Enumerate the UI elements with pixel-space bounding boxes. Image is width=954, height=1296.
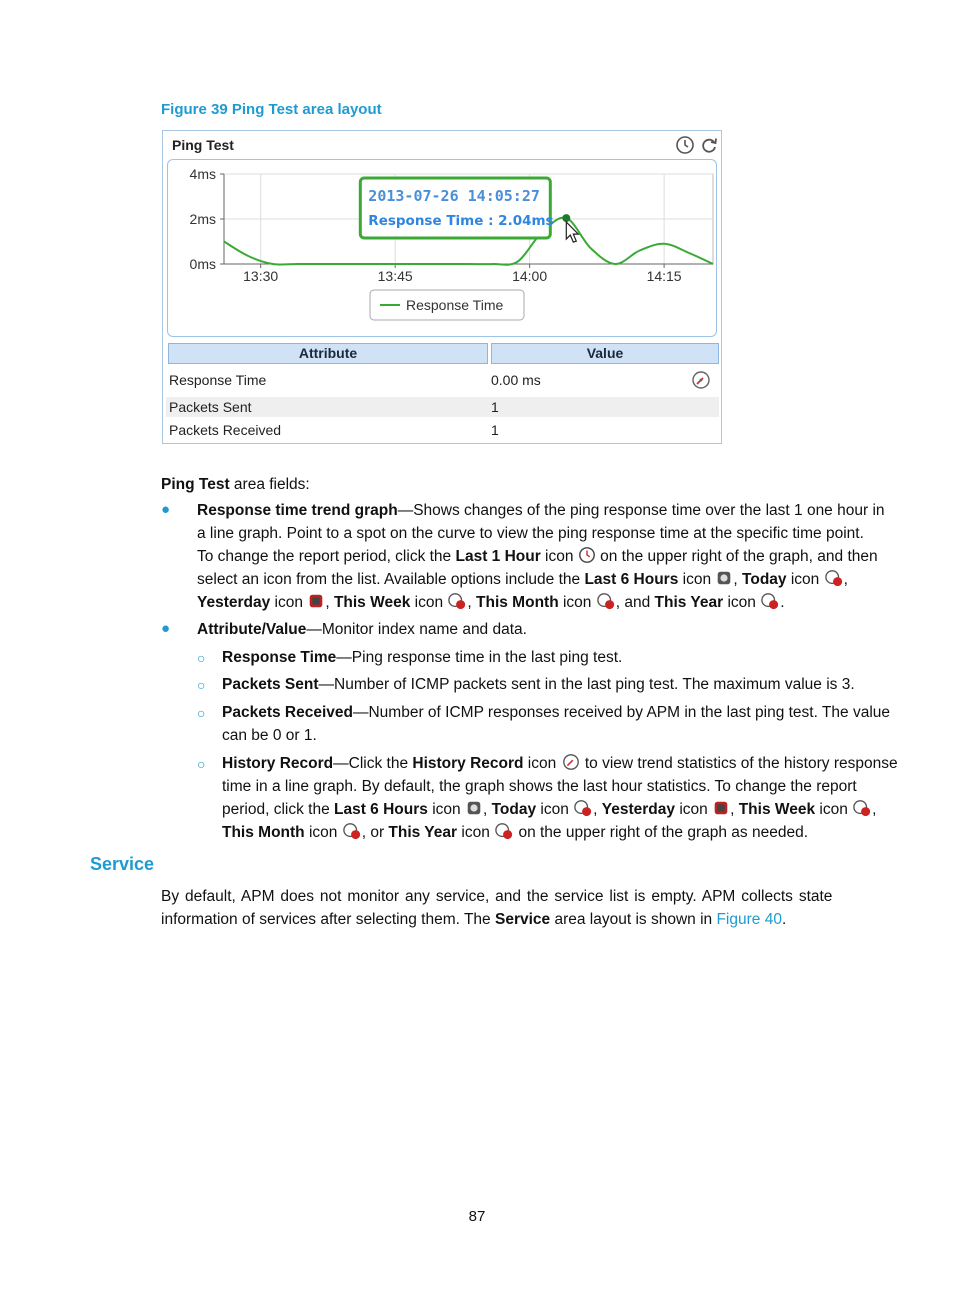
legend-label: Response Time (406, 297, 504, 313)
text: To change the report period, click the (197, 548, 456, 565)
widget-title: Ping Test (172, 137, 234, 153)
text: , or (361, 824, 389, 841)
bullet-attribute-value (197, 618, 527, 641)
bullet-response-graph (197, 499, 885, 614)
x-tick-label: 14:15 (646, 268, 682, 284)
term: Response time trend graph (197, 502, 398, 519)
term: Packets Received (222, 704, 353, 721)
today-icon (573, 799, 593, 817)
text: period, click the (222, 801, 334, 818)
text: . (780, 594, 785, 611)
this-week-icon (447, 592, 467, 610)
yesterday-icon (712, 799, 730, 817)
row-value: 0.00 ms (491, 372, 541, 388)
sub-bullet-packets-received (222, 701, 891, 747)
today-icon (824, 569, 844, 587)
page-number: 87 (468, 1208, 486, 1225)
term: This Week (333, 594, 411, 611)
history-record-icon (561, 753, 581, 771)
bullet-dot: ● (161, 501, 171, 518)
text: select an icon from the list. Available options include the (197, 571, 585, 588)
text-line (222, 752, 898, 775)
bullet-dot: ● (161, 620, 171, 637)
row-attribute: Packets Sent (169, 399, 252, 415)
section-heading: Service (90, 854, 155, 874)
text: , (730, 801, 739, 818)
text: icon (675, 801, 713, 818)
x-tick-label: 14:00 (512, 268, 548, 284)
history-clock-icon[interactable] (675, 135, 695, 155)
text: icon (723, 594, 761, 611)
history-record-icon[interactable] (691, 370, 711, 390)
term: Yesterday (197, 594, 271, 611)
chart-panel (167, 159, 717, 337)
x-tick-label: 13:30 (243, 268, 279, 284)
figure-40-link[interactable]: Figure 40 (716, 911, 782, 928)
text: to view trend statistics of the history response (580, 755, 898, 772)
text-line (197, 591, 867, 614)
text: —Ping response time in the last ping test. (336, 649, 623, 666)
sub-bullet-history-record (222, 752, 898, 844)
term: Today (742, 571, 787, 588)
text: . (781, 911, 787, 928)
text: on the upper right of the graph as needed. (514, 824, 808, 841)
text: , (733, 571, 743, 588)
text-line (161, 885, 863, 908)
mouse-cursor-icon (566, 222, 578, 242)
sub-bullet-marker: ○ (197, 705, 206, 721)
text: , (482, 801, 492, 818)
text: , and (615, 594, 655, 611)
text: icon (540, 548, 578, 565)
text: information of services after selecting them. The (161, 911, 495, 928)
term: This Year (388, 824, 458, 841)
text-line: can be 0 or 1. (222, 727, 317, 744)
sub-bullet-packets-sent (222, 673, 855, 696)
term: Packets Sent (222, 676, 319, 693)
figure-caption: Figure 39 Ping Test area layout (161, 101, 382, 118)
text: icon (304, 824, 342, 841)
table-row (166, 397, 719, 417)
this-week-icon (852, 799, 872, 817)
text: , (593, 801, 602, 818)
trend-chart[interactable] (168, 160, 716, 336)
term: This Month (222, 824, 305, 841)
intro-bold: Ping Test (161, 476, 230, 493)
tooltip-date: 2013-07-26 14:05:27 (368, 187, 540, 205)
text: icon (270, 594, 308, 611)
intro-line (161, 473, 310, 496)
refresh-icon[interactable] (699, 135, 719, 155)
text-line (161, 908, 863, 931)
term: Yesterday (601, 801, 676, 818)
text: icon (523, 755, 561, 772)
data-point (562, 214, 570, 222)
term: Response Time (222, 649, 337, 666)
sub-bullet-marker: ○ (197, 677, 206, 693)
term: Last 6 Hours (334, 801, 428, 818)
intro-text: area fields: (229, 476, 310, 493)
value-header: Value (491, 343, 719, 364)
this-month-icon (342, 822, 362, 840)
this-year-icon (494, 822, 514, 840)
text: —Number of ICMP packets sent in the last ping test. The maximum value is 3. (318, 676, 855, 693)
text: icon (427, 801, 465, 818)
last-6-hours-icon (715, 569, 733, 587)
text: icon (786, 571, 824, 588)
text: icon (457, 824, 495, 841)
tooltip-value: Response Time : 2.04ms (368, 213, 554, 229)
term: Last 6 Hours (584, 571, 679, 588)
text: , (872, 801, 877, 818)
text: —Shows changes of the ping response time over the last 1 one hour in (397, 502, 885, 519)
y-tick-label: 0ms (189, 256, 216, 272)
text: , (467, 594, 477, 611)
term: This Month (476, 594, 559, 611)
yesterday-icon (307, 592, 325, 610)
row-attribute: Response Time (169, 372, 267, 388)
term: History Record (412, 755, 524, 772)
term: History Record (222, 755, 334, 772)
y-tick-label: 4ms (189, 166, 216, 182)
sub-bullet-marker: ○ (197, 756, 206, 772)
x-tick-label: 13:45 (377, 268, 413, 284)
this-year-icon (760, 592, 780, 610)
row-value: 1 (491, 399, 499, 415)
sub-bullet-response-time (222, 646, 622, 669)
last-1-hour-icon (578, 546, 596, 564)
text-line (197, 545, 878, 568)
text: icon (815, 801, 853, 818)
text: , (325, 594, 334, 611)
service-paragraph (161, 885, 863, 931)
term: Attribute/Value (197, 621, 307, 638)
text: By default, APM does not monitor any service, and the service list is empty. APM collects state (161, 888, 833, 905)
term: Last 1 Hour (455, 548, 541, 565)
text: —Number of ICMP responses received by APM in the last ping test. The value (352, 704, 891, 721)
text-line (222, 798, 877, 821)
ping-test-widget (162, 130, 722, 444)
attribute-header: Attribute (168, 343, 488, 364)
text: —Click the (333, 755, 413, 772)
text: icon (678, 571, 716, 588)
text: —Monitor index name and data. (306, 621, 527, 638)
table-row (166, 420, 719, 440)
y-tick-label: 2ms (189, 211, 216, 227)
this-month-icon (596, 592, 616, 610)
table-row (166, 370, 719, 390)
text-line: a line graph. Point to a spot on the curve to view the ping response time at the specific time point. (197, 525, 864, 542)
text: icon (558, 594, 596, 611)
text-line (222, 821, 867, 844)
term: Service (494, 911, 551, 928)
text-line (197, 568, 867, 591)
text: , (843, 571, 848, 588)
term: This Week (738, 801, 816, 818)
sub-bullet-marker: ○ (197, 650, 206, 666)
row-attribute: Packets Received (169, 422, 282, 438)
text: on the upper right of the graph, and then (595, 548, 878, 565)
row-value: 1 (491, 422, 499, 438)
term: This Year (654, 594, 724, 611)
text-line: time in a line graph. By default, the graph shows the last hour statistics. To change the report (222, 778, 857, 795)
text: icon (410, 594, 448, 611)
text: icon (536, 801, 574, 818)
term: Today (491, 801, 537, 818)
text: area layout is shown in (550, 911, 717, 928)
last-6-hours-icon (465, 799, 483, 817)
text-line (197, 499, 885, 522)
